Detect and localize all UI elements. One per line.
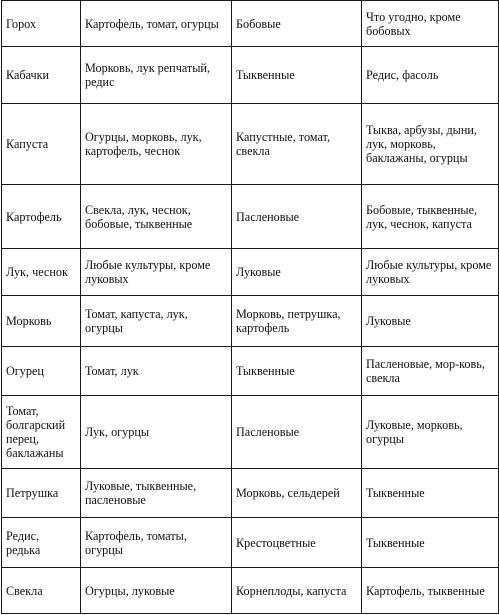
table-cell: Пасленовые: [232, 185, 362, 249]
table-row: [2, 185, 499, 249]
table-cell: Тыквенные: [362, 518, 499, 568]
table-cell: Капустные, томат, свекла: [232, 104, 362, 185]
table-cell: Тыквенные: [362, 469, 499, 518]
table-cell: Морковь, сельдерей: [232, 469, 362, 518]
table-row: [2, 296, 499, 347]
table-row: [2, 104, 499, 185]
table-cell: Любые культуры, кроме луковых: [81, 249, 232, 296]
table-cell: Свекла: [2, 568, 81, 614]
table-cell: Что угодно, кроме бобовых: [362, 1, 499, 47]
table-row: [2, 568, 499, 614]
table-row: [2, 469, 499, 518]
table-cell: Любые культуры, кроме луковых: [362, 249, 499, 296]
table-cell: Лук, чеснок: [2, 249, 81, 296]
table-cell: Тыквенные: [232, 347, 362, 396]
table-cell: Тыквенные: [232, 47, 362, 104]
table-cell: Лук, огурцы: [81, 396, 232, 469]
table-cell: Огурцы, морковь, лук, картофель, чеснок: [81, 104, 232, 185]
table-row: [2, 47, 499, 104]
table-cell: Луковые: [362, 296, 499, 347]
table-row: [2, 249, 499, 296]
table-cell: Свекла, лук, чеснок, бобовые, тыквенные: [81, 185, 232, 249]
table-cell: Морковь, лук репчатый, редис: [81, 47, 232, 104]
table-cell: Томат, капуста, лук, огурцы: [81, 296, 232, 347]
table-row: [2, 396, 499, 469]
table-cell: Петрушка: [2, 469, 81, 518]
table-cell: Горох: [2, 1, 81, 47]
table-cell: Кабачки: [2, 47, 81, 104]
table-cell: Томат, лук: [81, 347, 232, 396]
table-cell: Огурец: [2, 347, 81, 396]
crop-rotation-table: [1, 0, 499, 614]
table-cell: Морковь, петрушка, картофель: [232, 296, 362, 347]
table-cell: Корнеплоды, капуста: [232, 568, 362, 614]
table-row: [2, 1, 499, 47]
table-cell: Луковые, морковь, огурцы: [362, 396, 499, 469]
table-cell: Бобовые: [232, 1, 362, 47]
table-cell: Бобовые, тыквенные, лук, чеснок, капуста: [362, 185, 499, 249]
table-cell: Томат, болгарский перец, баклажаны: [2, 396, 81, 469]
table-cell: Картофель, томат, огурцы: [81, 1, 232, 47]
table-cell: Картофель, тыквенные: [362, 568, 499, 614]
table-row: [2, 347, 499, 396]
table-cell: Картофель: [2, 185, 81, 249]
table-cell: Пасленовые: [232, 396, 362, 469]
table-cell: Капуста: [2, 104, 81, 185]
table-cell: Тыква, арбузы, дыни, лук, морковь, баклажаны, огурцы: [362, 104, 499, 185]
table-cell: Пасленовые, мор-ковь, свекла: [362, 347, 499, 396]
table-cell: Редис, редька: [2, 518, 81, 568]
table-cell: Морковь: [2, 296, 81, 347]
table-cell: Редис, фасоль: [362, 47, 499, 104]
table-cell: Огурцы, луковые: [81, 568, 232, 614]
table-cell: Картофель, томаты, огурцы: [81, 518, 232, 568]
table-cell: Крестоцветные: [232, 518, 362, 568]
table-cell: Луковые, тыквенные, пасленовые: [81, 469, 232, 518]
table-row: [2, 518, 499, 568]
table-cell: Луковые: [232, 249, 362, 296]
